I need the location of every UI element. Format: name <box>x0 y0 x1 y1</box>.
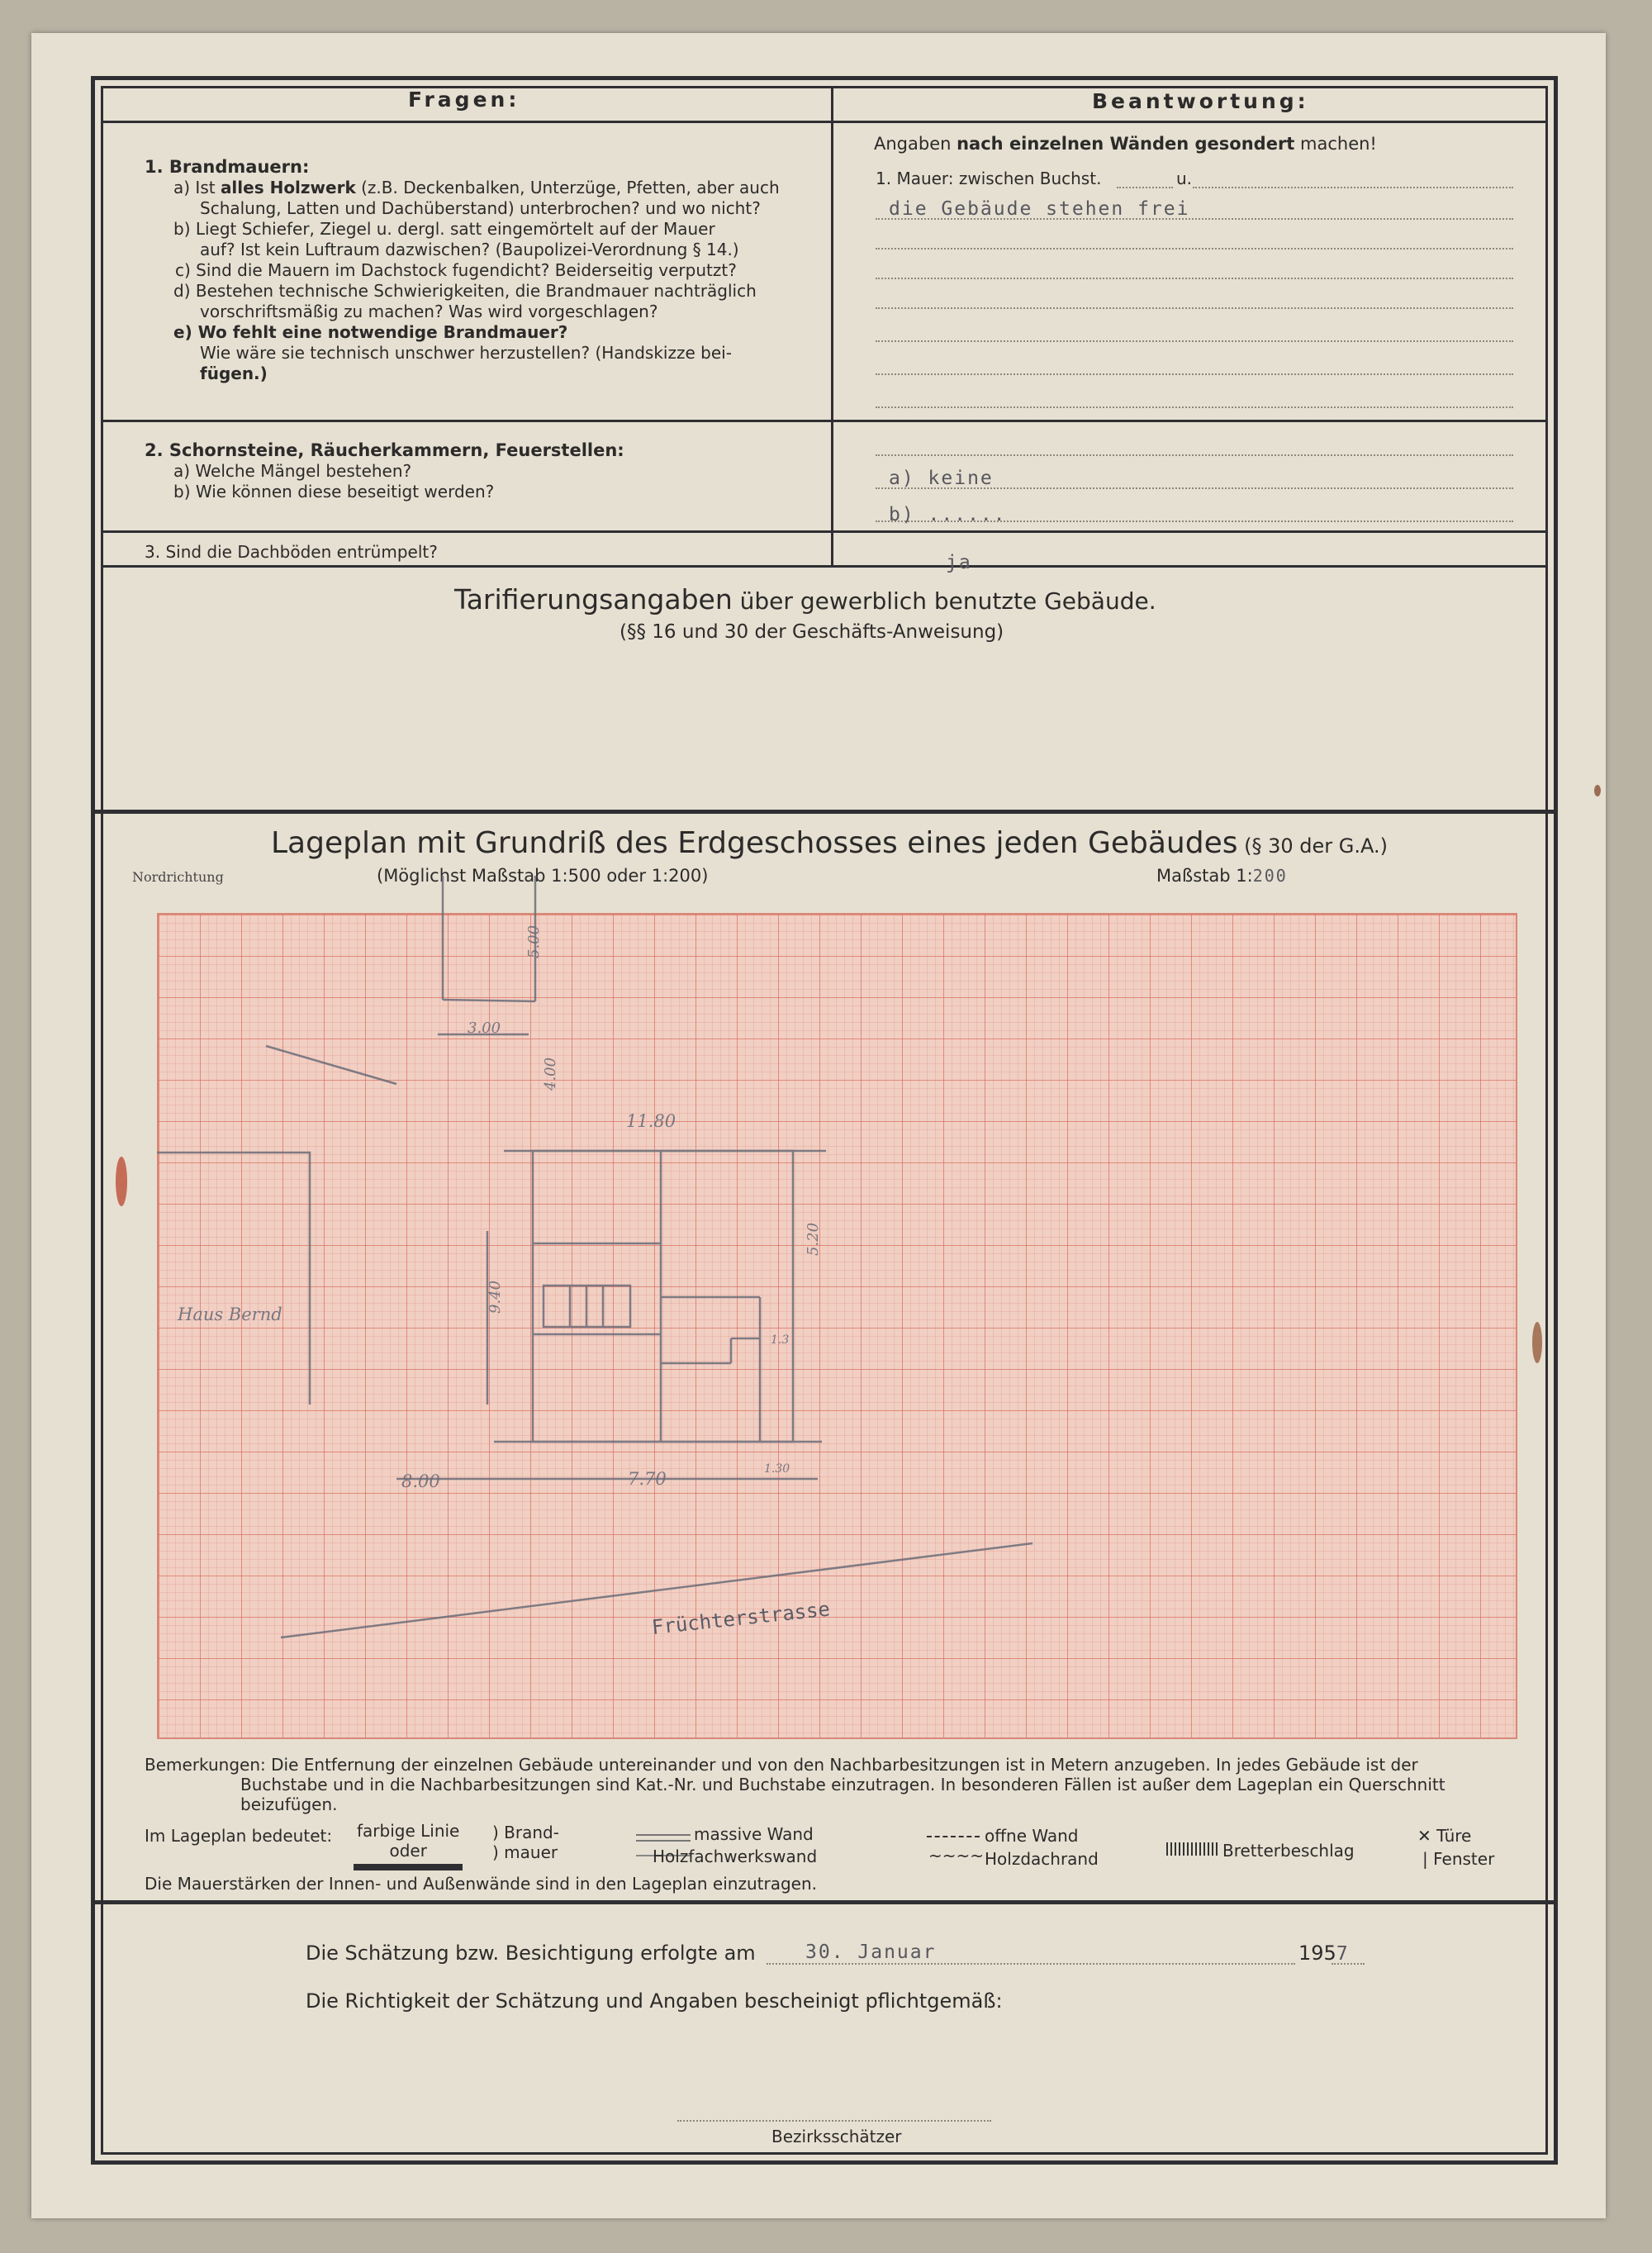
answer-line <box>876 340 1513 342</box>
legend-brandmauer: ) Brand- ) mauer <box>492 1823 559 1862</box>
answer-line <box>876 307 1513 309</box>
question-1 <box>145 157 780 384</box>
answer-line <box>876 278 1513 279</box>
remarks-line-2: Buchstabe und in die Nachbarbesitzungen sind Kat.-Nr. und Buchstabe einzutragen. In besonderen Fällen ist außer dem Lageplan ein Querschnitt <box>240 1775 1446 1794</box>
answer-line <box>876 487 1513 489</box>
row-rule-3 <box>101 565 1548 568</box>
question-1b: b) Liegt Schiefer, Ziegel u. dergl. satt eingemörtelt auf der Mauer <box>173 219 715 239</box>
legend-offne-sample <box>927 1836 980 1837</box>
answer-1-u: u. <box>1176 169 1193 188</box>
header-rule <box>101 121 1548 123</box>
dim-label: 5.00 <box>525 924 543 958</box>
walls-note: Die Mauerstärken der Innen- und Außenwände sind in den Lageplan einzutragen. <box>145 1874 817 1894</box>
question-1d: d) Bestehen technische Schwierigkeiten, die Brandmauer nachträglich <box>173 281 757 301</box>
question-1a-cont: Schalung, Latten und Dachüberstand) unterbrochen? und wo nicht? <box>200 198 761 218</box>
dim-label: 1.3 <box>771 1333 790 1347</box>
question-2-title: 2. Schornsteine, Räucherkammern, Feuerstellen: <box>145 440 624 460</box>
answer-1-letter-b-line <box>1193 187 1513 188</box>
question-2a: a) Welche Mängel bestehen? <box>173 461 412 481</box>
inspection-date-label: Die Schätzung bzw. Besichtigung erfolgte am <box>306 1942 756 1965</box>
street-label: Früchterstrasse <box>650 1597 832 1639</box>
question-2 <box>145 440 624 502</box>
dim-label: 7.70 <box>628 1469 667 1489</box>
legend-fenster: | Fenster <box>1422 1849 1495 1869</box>
question-1d-cont: vorschriftsmäßig zu machen? Was wird vorgeschlagen? <box>200 302 658 321</box>
legend-farbige: farbige Linie oder <box>357 1821 460 1861</box>
question-1e: e) Wo fehlt eine notwendige Brandmauer? <box>173 322 568 342</box>
answer-line <box>876 248 1513 250</box>
row-rule-2 <box>101 530 1548 533</box>
tarif-subtitle: (§§ 16 und 30 der Geschäfts-Anweisung) <box>620 621 1004 643</box>
signature-role: Bezirksschätzer <box>771 2127 902 2146</box>
answer-1-letter-a-line <box>1117 187 1173 188</box>
question-1e-cont2: fügen.) <box>200 364 268 383</box>
legend-holzfach: Holzfachwerkswand <box>653 1847 818 1866</box>
dim-label: 5.20 <box>805 1222 822 1256</box>
remarks-line-3: beizufügen. <box>240 1794 338 1814</box>
dim-label: 3.00 <box>468 1020 501 1037</box>
inspection-year-line <box>1332 1963 1365 1965</box>
lageplan-title: Lageplan mit Grundriß des Erdgeschosses eines jeden Gebäudes (§ 30 der G.A.) <box>271 826 1388 860</box>
legend-offne: offne Wand <box>985 1826 1079 1846</box>
scale-hint: (Möglichst Maßstab 1:500 oder 1:200) <box>377 866 709 886</box>
remarks-line-1: Bemerkungen: Die Entfernung der einzelnen Gebäude untereinander und von den Nachbarbesitzungen ist in Metern anzugeben. In jedes Gebäude ist der <box>145 1755 1418 1775</box>
column-divider <box>831 86 833 565</box>
scale-label: Maßstab 1:200 <box>1156 866 1288 886</box>
question-1-title: 1. Brandmauern: <box>145 157 310 177</box>
legend-holzdach-sample: ~~~~ <box>928 1846 985 1866</box>
tarif-bottom-rule <box>91 810 1558 814</box>
answer-2b: b) ...... <box>889 504 1007 525</box>
row-rule-1 <box>101 420 1548 422</box>
question-3: 3. Sind die Dachböden entrümpelt? <box>145 542 438 562</box>
scale-value: 200 <box>1252 866 1288 886</box>
legend-holzdach: Holzdachrand <box>985 1849 1099 1869</box>
question-1a: a) Ist alles Holzwerk (z.B. Deckenbalken, Unterzüge, Pfetten, aber auch <box>173 178 780 197</box>
paper-stain <box>1594 785 1601 796</box>
inspection-date: 30. Januar <box>805 1942 937 1963</box>
tarif-title: Tarifierungsangaben über gewerblich benutzte Gebäude. <box>454 583 1156 616</box>
dim-label: 11.80 <box>626 1111 676 1131</box>
graph-paper <box>157 913 1517 1739</box>
certification-text: Die Richtigkeit der Schätzung und Angaben bescheinigt pflichtgemäß: <box>306 1989 1003 2013</box>
question-1b-cont: auf? Ist kein Luftraum dazwischen? (Baupolizei-Verordnung § 14.) <box>200 240 739 259</box>
answer-1-mauer-label: 1. Mauer: zwischen Buchst. <box>876 169 1102 188</box>
answer-line <box>876 520 1513 522</box>
neighbor-label: Haus Bernd <box>178 1305 282 1324</box>
question-1e-cont: Wie wäre sie technisch unschwer herzustellen? (Handskizze bei- <box>200 343 732 363</box>
north-label: Nordrichtung <box>132 869 224 885</box>
legend-bretter: Bretterbeschlag <box>1222 1841 1355 1861</box>
dim-label: 4.00 <box>542 1057 559 1091</box>
remarks <box>145 1755 1446 1814</box>
answer-1-typed: die Gebäude stehen frei <box>889 198 1190 220</box>
question-2b: b) Wie können diese beseitigt werden? <box>173 482 495 501</box>
answer-1-intro: Angaben nach einzelnen Wänden gesondert machen! <box>874 134 1377 154</box>
inspection-date-line <box>767 1963 1295 1965</box>
question-1c: c) Sind die Mauern im Dachstock fugendicht? Beiderseitig verputzt? <box>175 260 737 280</box>
signature-top-rule <box>91 1900 1558 1904</box>
answer-3: ja <box>946 552 972 573</box>
inspection-year: 1957 <box>1298 1942 1350 1965</box>
answer-2a: a) keine <box>889 468 994 489</box>
legend-tuere: ✕ Türe <box>1417 1826 1472 1846</box>
answers-header: Beantwortung: <box>1092 89 1309 113</box>
questions-header: Fragen: <box>408 88 520 112</box>
answer-line <box>876 218 1513 220</box>
answer-line <box>876 454 1513 456</box>
legend-massive: massive Wand <box>694 1824 814 1844</box>
answer-line <box>876 406 1513 408</box>
answer-line <box>876 373 1513 375</box>
signature-line <box>677 2120 991 2122</box>
dim-label: 8.00 <box>401 1471 440 1491</box>
dim-label: 9.40 <box>487 1280 504 1314</box>
dim-label: 1.30 <box>764 1462 790 1476</box>
legend-bretter-sample <box>1166 1842 1218 1856</box>
legend-massive-sample <box>636 1834 691 1842</box>
legend-intro: Im Lageplan bedeutet: <box>145 1826 333 1846</box>
legend-brandmauer-sample <box>354 1864 463 1870</box>
